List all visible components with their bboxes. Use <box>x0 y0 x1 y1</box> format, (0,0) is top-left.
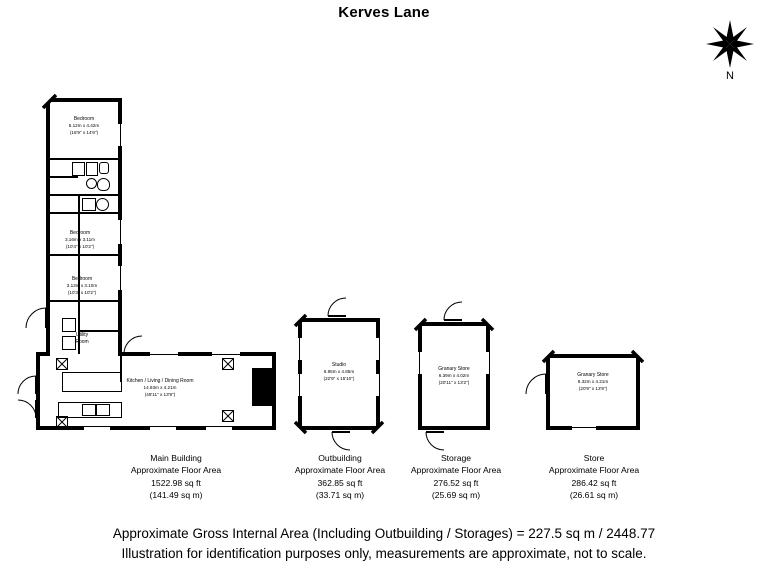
door-main-west-3 <box>16 398 38 420</box>
room-name: Studio <box>331 362 347 368</box>
room-label-granary-store-2 <box>554 372 632 393</box>
outbuilding-corner-cut-bl <box>294 414 314 434</box>
door-main-north <box>122 334 144 356</box>
rooflight-mark-4 <box>222 358 234 370</box>
room-dim-m: 3.16m x 3.11m <box>64 237 96 243</box>
room-dim-m: 3.13m x 3.10m <box>66 283 98 289</box>
rooflight-mark-1 <box>56 358 68 370</box>
room-name: Utility <box>75 332 89 338</box>
room-label-bedroom-3 <box>42 276 122 297</box>
footer-notes <box>0 524 768 565</box>
rooflight-mark-3 <box>222 410 234 422</box>
door-main-west-1 <box>24 306 48 330</box>
page-title: Kerves Lane <box>338 4 430 21</box>
caption-title: Outbuilding <box>318 453 362 463</box>
room-name: Bedroom <box>69 230 91 236</box>
footer-line-1: Approximate Gross Internal Area (Including Outbuilding / Storages) = 227.5 sq m / 2448.77 <box>112 526 656 541</box>
compass-rose <box>704 18 756 88</box>
main-partition-bath <box>50 176 78 178</box>
kitchen-appliance-1 <box>82 404 96 416</box>
main-building-caption <box>86 452 266 502</box>
main-partition-3 <box>50 212 118 214</box>
footer-line-2: Illustration for identification purposes only, measurements are approximate, not to scale. <box>121 546 647 562</box>
bath-fixture-7 <box>96 198 109 211</box>
room-name: Granary Store <box>577 372 609 378</box>
main-partition-5 <box>50 300 118 302</box>
window-main-b1-line <box>84 426 110 427</box>
room-name: Bedroom <box>71 276 93 282</box>
room-name: Kitchen / Living / Dining Room <box>126 378 194 384</box>
room-dim-ft: (20'9" x 13'9") <box>578 385 608 391</box>
caption-area-sqm: (25.69 sq m) <box>431 490 481 501</box>
window-main-b3-line <box>206 426 232 427</box>
store-corner-cut-tl <box>542 350 562 370</box>
room-label-studio <box>300 362 378 383</box>
store-caption <box>504 452 684 502</box>
door-store-left <box>524 372 548 396</box>
window-main-b3 <box>206 424 232 430</box>
window-main-t1 <box>150 352 178 358</box>
room-name: Granary Store <box>438 366 470 372</box>
bath-fixture-6 <box>82 198 96 211</box>
room-dim-m: 6.95m x 4.85m <box>323 369 355 375</box>
store-corner-cut-tr <box>624 350 644 370</box>
window-main-t2-line <box>212 354 240 355</box>
bath-fixture-4 <box>86 178 97 189</box>
room-dim-ft: (10'3" x 10'2") <box>67 289 97 295</box>
window-main-t1-line <box>150 354 178 355</box>
caption-area-sqft: 286.42 sq ft <box>571 477 617 488</box>
caption-subtitle: Approximate Floor Area <box>548 465 640 476</box>
outbuilding-corner-cut-br <box>364 414 384 434</box>
room-dim-ft: (20'11" x 13'2") <box>438 379 470 385</box>
window-main-b2 <box>150 424 176 430</box>
room-name: Bedroom <box>73 116 95 122</box>
bath-fixture-3 <box>99 162 109 174</box>
room-label-kitchen <box>100 378 220 399</box>
room-dim-m: 6.39m x 4.02m <box>438 373 470 379</box>
main-wing-merge-patch2 <box>40 356 122 362</box>
caption-title: Main Building <box>150 453 202 463</box>
window-out-l1-line <box>299 338 300 360</box>
caption-subtitle: Approximate Floor Area <box>130 465 222 476</box>
floorplan-canvas <box>0 90 768 520</box>
caption-subtitle: Approximate Floor Area <box>294 465 386 476</box>
bath-fixture-2 <box>86 162 98 176</box>
room-label-bedroom-2 <box>40 230 120 251</box>
main-partition-2 <box>50 194 118 196</box>
room-label-utility <box>54 332 110 347</box>
caption-area-sqft: 1522.98 sq ft <box>151 477 201 488</box>
kitchen-appliance-2 <box>96 404 110 416</box>
main-partition-1 <box>50 158 118 160</box>
compass-rose-icon <box>704 18 756 70</box>
door-storage-bottom <box>424 430 446 452</box>
room-label-granary-store-1 <box>416 366 492 387</box>
room-dim-ft: (48'11" x 13'9") <box>144 391 176 397</box>
room-name-2: Room <box>75 339 89 346</box>
window-main-b1 <box>84 424 110 430</box>
window-out-r2-line <box>379 374 380 396</box>
caption-title: Storage <box>440 453 472 463</box>
rooflight-mark-2 <box>56 416 68 428</box>
window-store-b1-line <box>572 427 596 428</box>
door-outbuilding-bottom <box>330 430 352 452</box>
compass-north-label: N <box>726 70 734 82</box>
bath-fixture-5 <box>97 178 110 191</box>
room-dim-ft: (22'9" x 15'10") <box>323 375 355 381</box>
door-storage-top <box>442 300 464 322</box>
room-dim-m: 14.93m x 4.21m <box>143 385 177 391</box>
caption-area-sqft: 362.85 sq ft <box>317 477 363 488</box>
caption-area-sqm: (141.49 sq m) <box>149 490 203 501</box>
caption-area-sqft: 276.52 sq ft <box>433 477 479 488</box>
room-label-bedroom-1 <box>44 116 124 137</box>
bath-fixture-1 <box>72 162 85 176</box>
room-dim-m: 6.32m x 4.21m <box>577 379 609 385</box>
room-dim-ft: (10'4" x 10'2") <box>65 243 95 249</box>
window-main-b2-line <box>150 426 176 427</box>
door-main-west-2 <box>16 374 38 396</box>
storage-corner-cut-tl <box>414 318 434 338</box>
caption-subtitle: Approximate Floor Area <box>410 465 502 476</box>
main-partition-4 <box>50 254 118 256</box>
utility-fixture-2 <box>62 318 76 332</box>
storage-corner-cut-tr <box>474 318 494 338</box>
door-outbuilding-top <box>326 296 348 318</box>
fireplace-block <box>252 368 276 406</box>
caption-title: Store <box>583 453 605 463</box>
caption-area-sqm: (33.71 sq m) <box>315 490 365 501</box>
outbuilding-corner-cut-tl <box>294 314 314 334</box>
room-dim-m: 5.12m x 4.42m <box>68 123 100 129</box>
room-dim-ft: (16'9" x 14'6") <box>69 129 99 135</box>
caption-area-sqm: (26.61 sq m) <box>569 490 619 501</box>
window-main-u2-line <box>120 220 121 244</box>
window-out-r1-line <box>379 338 380 360</box>
